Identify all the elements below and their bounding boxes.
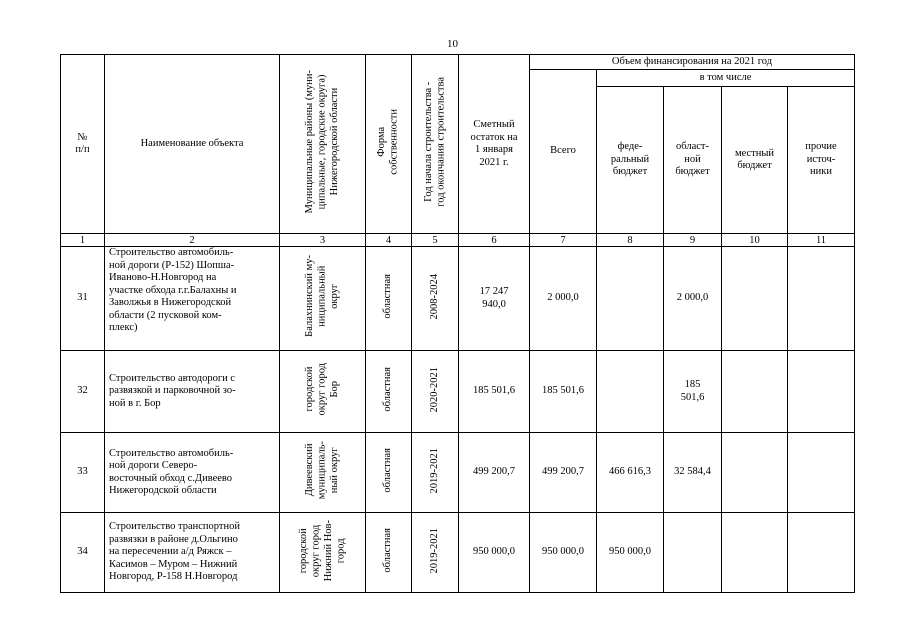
row-federal <box>597 247 664 351</box>
row-estimate: 499 200,7 <box>459 433 530 513</box>
header-years: Год начала строительства - год окончания строительства <box>412 55 459 234</box>
row-district: Балахнинский му- ниципальный округ <box>280 247 366 351</box>
header-other: прочие источ- ники <box>788 87 855 234</box>
row-federal: 466 616,3 <box>597 433 664 513</box>
row-other <box>788 247 855 351</box>
row-total: 2 000,0 <box>530 247 597 351</box>
header-local: местный бюджет <box>722 87 788 234</box>
header-no: № п/п <box>61 55 105 234</box>
row-regional: 185 501,6 <box>664 351 722 433</box>
financing-table <box>60 54 855 593</box>
row-estimate: 17 247 940,0 <box>459 247 530 351</box>
row-local <box>722 433 788 513</box>
table-row <box>61 513 855 593</box>
header-regional: област- ной бюджет <box>664 87 722 234</box>
row-other <box>788 433 855 513</box>
row-regional: 2 000,0 <box>664 247 722 351</box>
row-district: Дивеевский муниципаль- ный округ <box>280 433 366 513</box>
row-estimate: 185 501,6 <box>459 351 530 433</box>
header-districts: Муниципальные районы (муни- ципальные, городские округа) Нижегородской области <box>280 55 366 234</box>
row-years: 2020-2021 <box>412 351 459 433</box>
column-number: 3 <box>280 234 366 247</box>
table-row <box>61 351 855 433</box>
row-ownership: областная <box>366 433 412 513</box>
header-row-1 <box>61 55 855 70</box>
row-local <box>722 351 788 433</box>
header-including: в том числе <box>597 70 855 87</box>
table-row <box>61 247 855 351</box>
row-no: 33 <box>61 433 105 513</box>
row-local <box>722 513 788 593</box>
row-other <box>788 351 855 433</box>
row-name: Строительство автомобиль- ной дороги Северо- восточный обход с.Дивеево Нижегородской области <box>105 433 280 513</box>
row-total: 499 200,7 <box>530 433 597 513</box>
row-years: 2019-2021 <box>412 513 459 593</box>
row-total: 185 501,6 <box>530 351 597 433</box>
row-no: 31 <box>61 247 105 351</box>
column-number: 11 <box>788 234 855 247</box>
column-number: 2 <box>105 234 280 247</box>
row-federal <box>597 351 664 433</box>
row-years: 2008-2024 <box>412 247 459 351</box>
header-federal: феде- ральный бюджет <box>597 87 664 234</box>
table-row <box>61 433 855 513</box>
column-number: 5 <box>412 234 459 247</box>
header-funding: Объем финансирования на 2021 год <box>530 55 855 70</box>
header-estimate: Сметный остаток на 1 января 2021 г. <box>459 55 530 234</box>
column-number: 10 <box>722 234 788 247</box>
row-name: Строительство автомобиль- ной дороги (Р-152) Шопша- Иваново-Н.Новгород на участке обхода г.г.Балахны и Заволжья в Нижегородской области (2 пусковой ком- плекс) <box>105 247 280 351</box>
column-number: 9 <box>664 234 722 247</box>
row-total: 950 000,0 <box>530 513 597 593</box>
row-name: Строительство автодороги с развязкой и парковочной зо- ной в г. Бор <box>105 351 280 433</box>
row-district: городской округ город Бор <box>280 351 366 433</box>
row-ownership: областная <box>366 513 412 593</box>
column-numbers-row <box>61 234 855 247</box>
column-number: 4 <box>366 234 412 247</box>
header-name: Наименование объекта <box>105 55 280 234</box>
row-no: 32 <box>61 351 105 433</box>
column-number: 8 <box>597 234 664 247</box>
row-district: городской округ город Нижний Нов- город <box>280 513 366 593</box>
header-total: Всего <box>530 70 597 234</box>
row-regional: 32 584,4 <box>664 433 722 513</box>
row-ownership: областная <box>366 351 412 433</box>
page-number: 10 <box>447 38 458 50</box>
row-other <box>788 513 855 593</box>
row-no: 34 <box>61 513 105 593</box>
row-name: Строительство транспортной развязки в районе д.Ольгино на пересечении а/д Ряжск – Касимов – Муром – Нижний Новгород, Р-158 Н.Новгород <box>105 513 280 593</box>
column-number: 1 <box>61 234 105 247</box>
row-regional <box>664 513 722 593</box>
column-number: 6 <box>459 234 530 247</box>
row-federal: 950 000,0 <box>597 513 664 593</box>
row-local <box>722 247 788 351</box>
header-ownership: Форма собственности <box>366 55 412 234</box>
row-ownership: областная <box>366 247 412 351</box>
row-years: 2019-2021 <box>412 433 459 513</box>
row-estimate: 950 000,0 <box>459 513 530 593</box>
column-number: 7 <box>530 234 597 247</box>
